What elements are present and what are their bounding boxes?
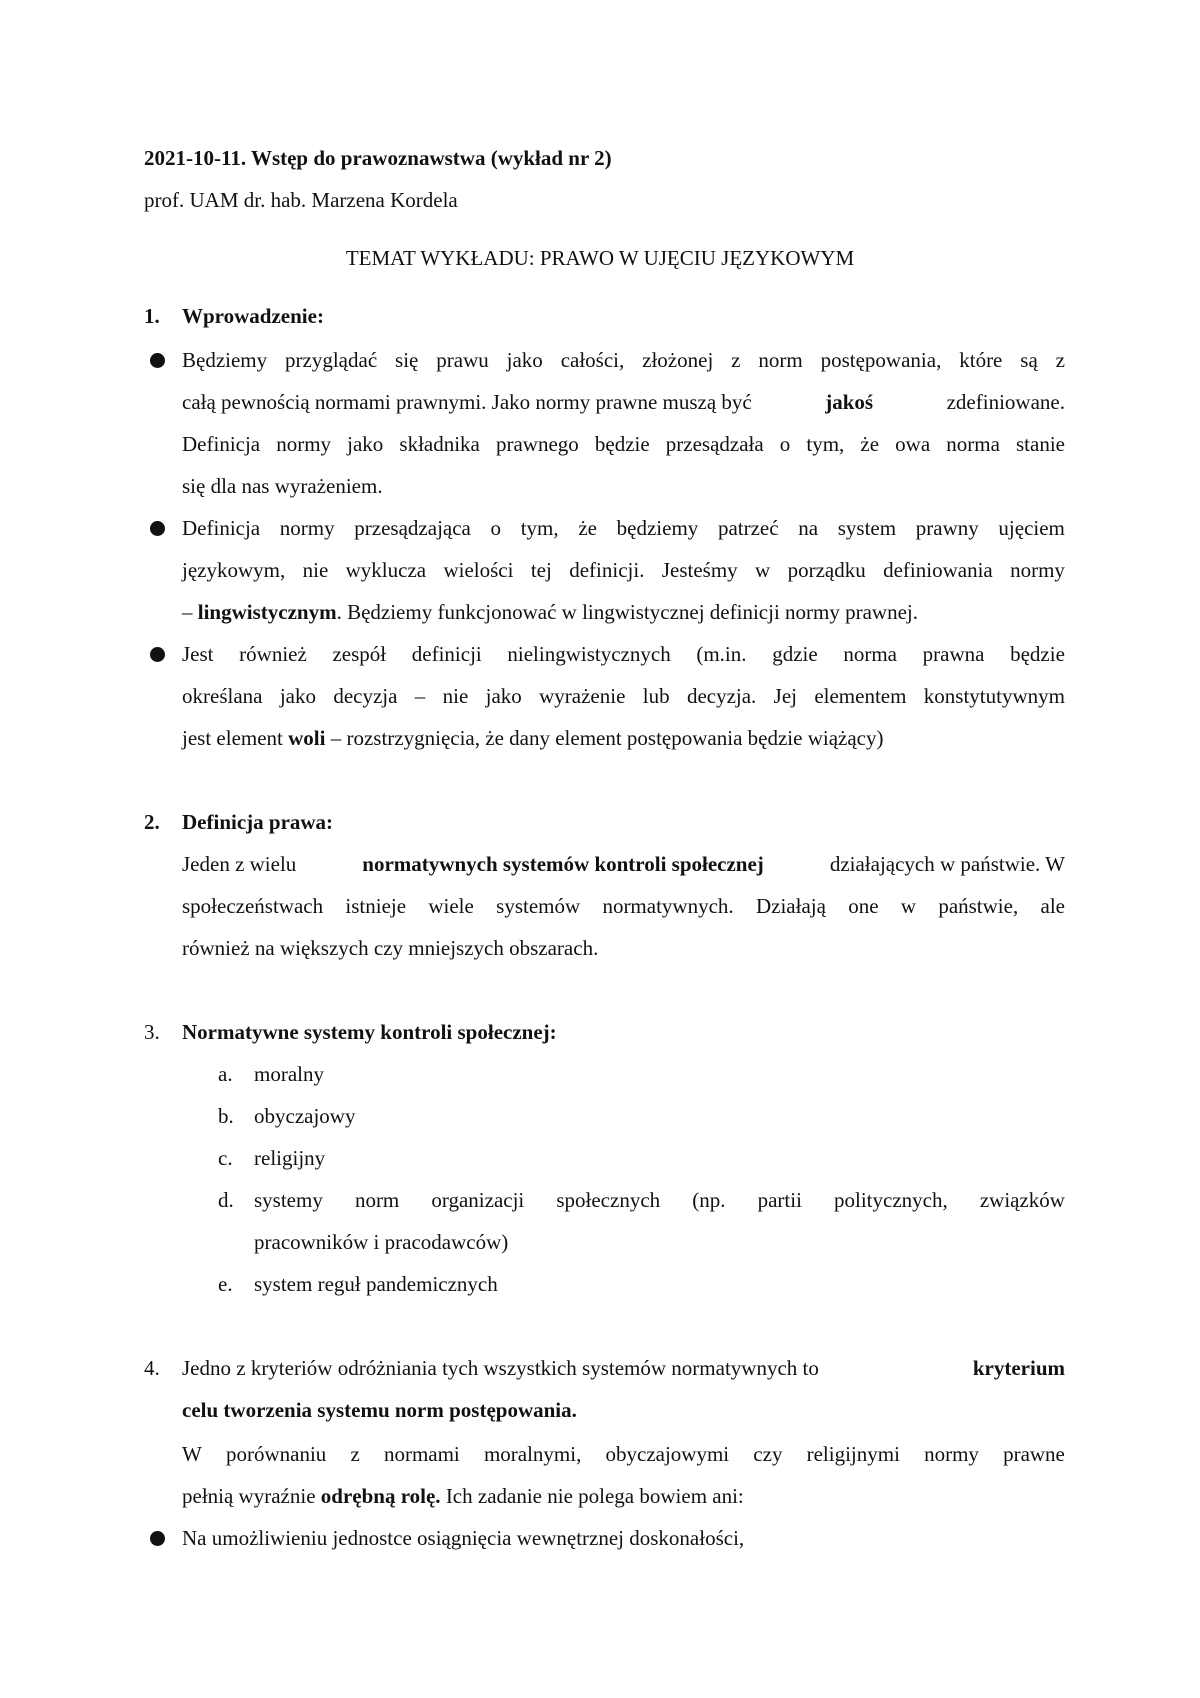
bullet-dot [150, 521, 165, 536]
lecturer-name: prof. UAM dr. hab. Marzena Kordela [144, 188, 458, 212]
s4-line3: W porównaniu z normami moralnymi, obyczajowymi czy religijnymi normy prawne [182, 1442, 1065, 1466]
section-1-heading: Wprowadzenie: [182, 304, 324, 328]
s1-b2-line3: – lingwistycznym. Będziemy funkcjonować w lingwistycznej definicji normy prawnej. [182, 600, 918, 624]
s4-bullet: Na umożliwieniu jednostce osiągnięcia wewnętrznej doskonałości, [182, 1526, 745, 1550]
section-2-number: 2. [144, 810, 160, 834]
s1-b2-line2: językowym, nie wyklucza wielości tej definicji. Jesteśmy w porządku definiowania normy [182, 558, 1065, 582]
list-marker: e. [218, 1272, 233, 1296]
list-item: moralny [254, 1062, 324, 1086]
s1-b3-line3: jest element woli – rozstrzygnięcia, że dany element postępowania będzie wiążący) [182, 726, 884, 750]
section-1-number: 1. [144, 304, 160, 328]
list-marker: d. [218, 1188, 234, 1212]
s4-line1: Jedno z kryteriów odróżniania tych wszystkich systemów normatywnych to kryterium [182, 1356, 1065, 1380]
list-marker: c. [218, 1146, 233, 1170]
section-3-number: 3. [144, 1020, 160, 1044]
list-item: system reguł pandemicznych [254, 1272, 498, 1296]
s4-line4: pełnią wyraźnie odrębną rolę. Ich zadanie nie polega bowiem ani: [182, 1484, 744, 1508]
list-item-continuation: pracowników i pracodawców) [254, 1230, 509, 1254]
section-4-number: 4. [144, 1356, 160, 1380]
list-item: obyczajowy [254, 1104, 356, 1128]
s1-b3-line2: określana jako decyzja – nie jako wyrażenie lub decyzja. Jej elementem konstytutywnym [182, 684, 1065, 708]
s4-line2: celu tworzenia systemu norm postępowania. [182, 1398, 577, 1422]
lecture-title: 2021-10-11. Wstęp do prawoznawstwa (wykład nr 2) [144, 146, 612, 170]
s1-b1-line3: Definicja normy jako składnika prawnego będzie przesądzała o tym, że owa norma stanie [182, 432, 1065, 456]
s2-line3: również na większych czy mniejszych obszarach. [182, 936, 599, 960]
list-marker: b. [218, 1104, 234, 1128]
lecture-topic: TEMAT WYKŁADU: PRAWO W UJĘCIU JĘZYKOWYM [345, 246, 855, 270]
s1-b1-line4: się dla nas wyrażeniem. [182, 474, 383, 498]
bullet-dot [150, 1531, 165, 1546]
section-2-heading: Definicja prawa: [182, 810, 334, 834]
s1-b1-line1: Będziemy przyglądać się prawu jako całości, złożonej z norm postępowania, które są z [182, 348, 1065, 372]
section-3-heading: Normatywne systemy kontroli społecznej: [182, 1020, 557, 1044]
s1-b1-line2: całą pewnością normami prawnymi. Jako normy prawne muszą być jakoś zdefiniowane. [182, 390, 1065, 414]
list-item: religijny [254, 1146, 326, 1170]
s1-b2-line1: Definicja normy przesądzająca o tym, że będziemy patrzeć na system prawny ujęciem [182, 516, 1065, 540]
list-item: systemy norm organizacji społecznych (np. partii politycznych, związków [254, 1188, 1065, 1212]
bullet-dot [150, 647, 165, 662]
s2-line1: Jeden z wielu normatywnych systemów kontroli społecznej działających w państwie. W [182, 852, 1065, 876]
s1-b3-line1: Jest również zespół definicji nielingwistycznych (m.in. gdzie norma prawna będzie [182, 642, 1065, 666]
list-marker: a. [218, 1062, 233, 1086]
bullet-dot [150, 353, 165, 368]
s2-line2: społeczeństwach istnieje wiele systemów normatywnych. Działają one w państwie, ale [182, 894, 1065, 918]
